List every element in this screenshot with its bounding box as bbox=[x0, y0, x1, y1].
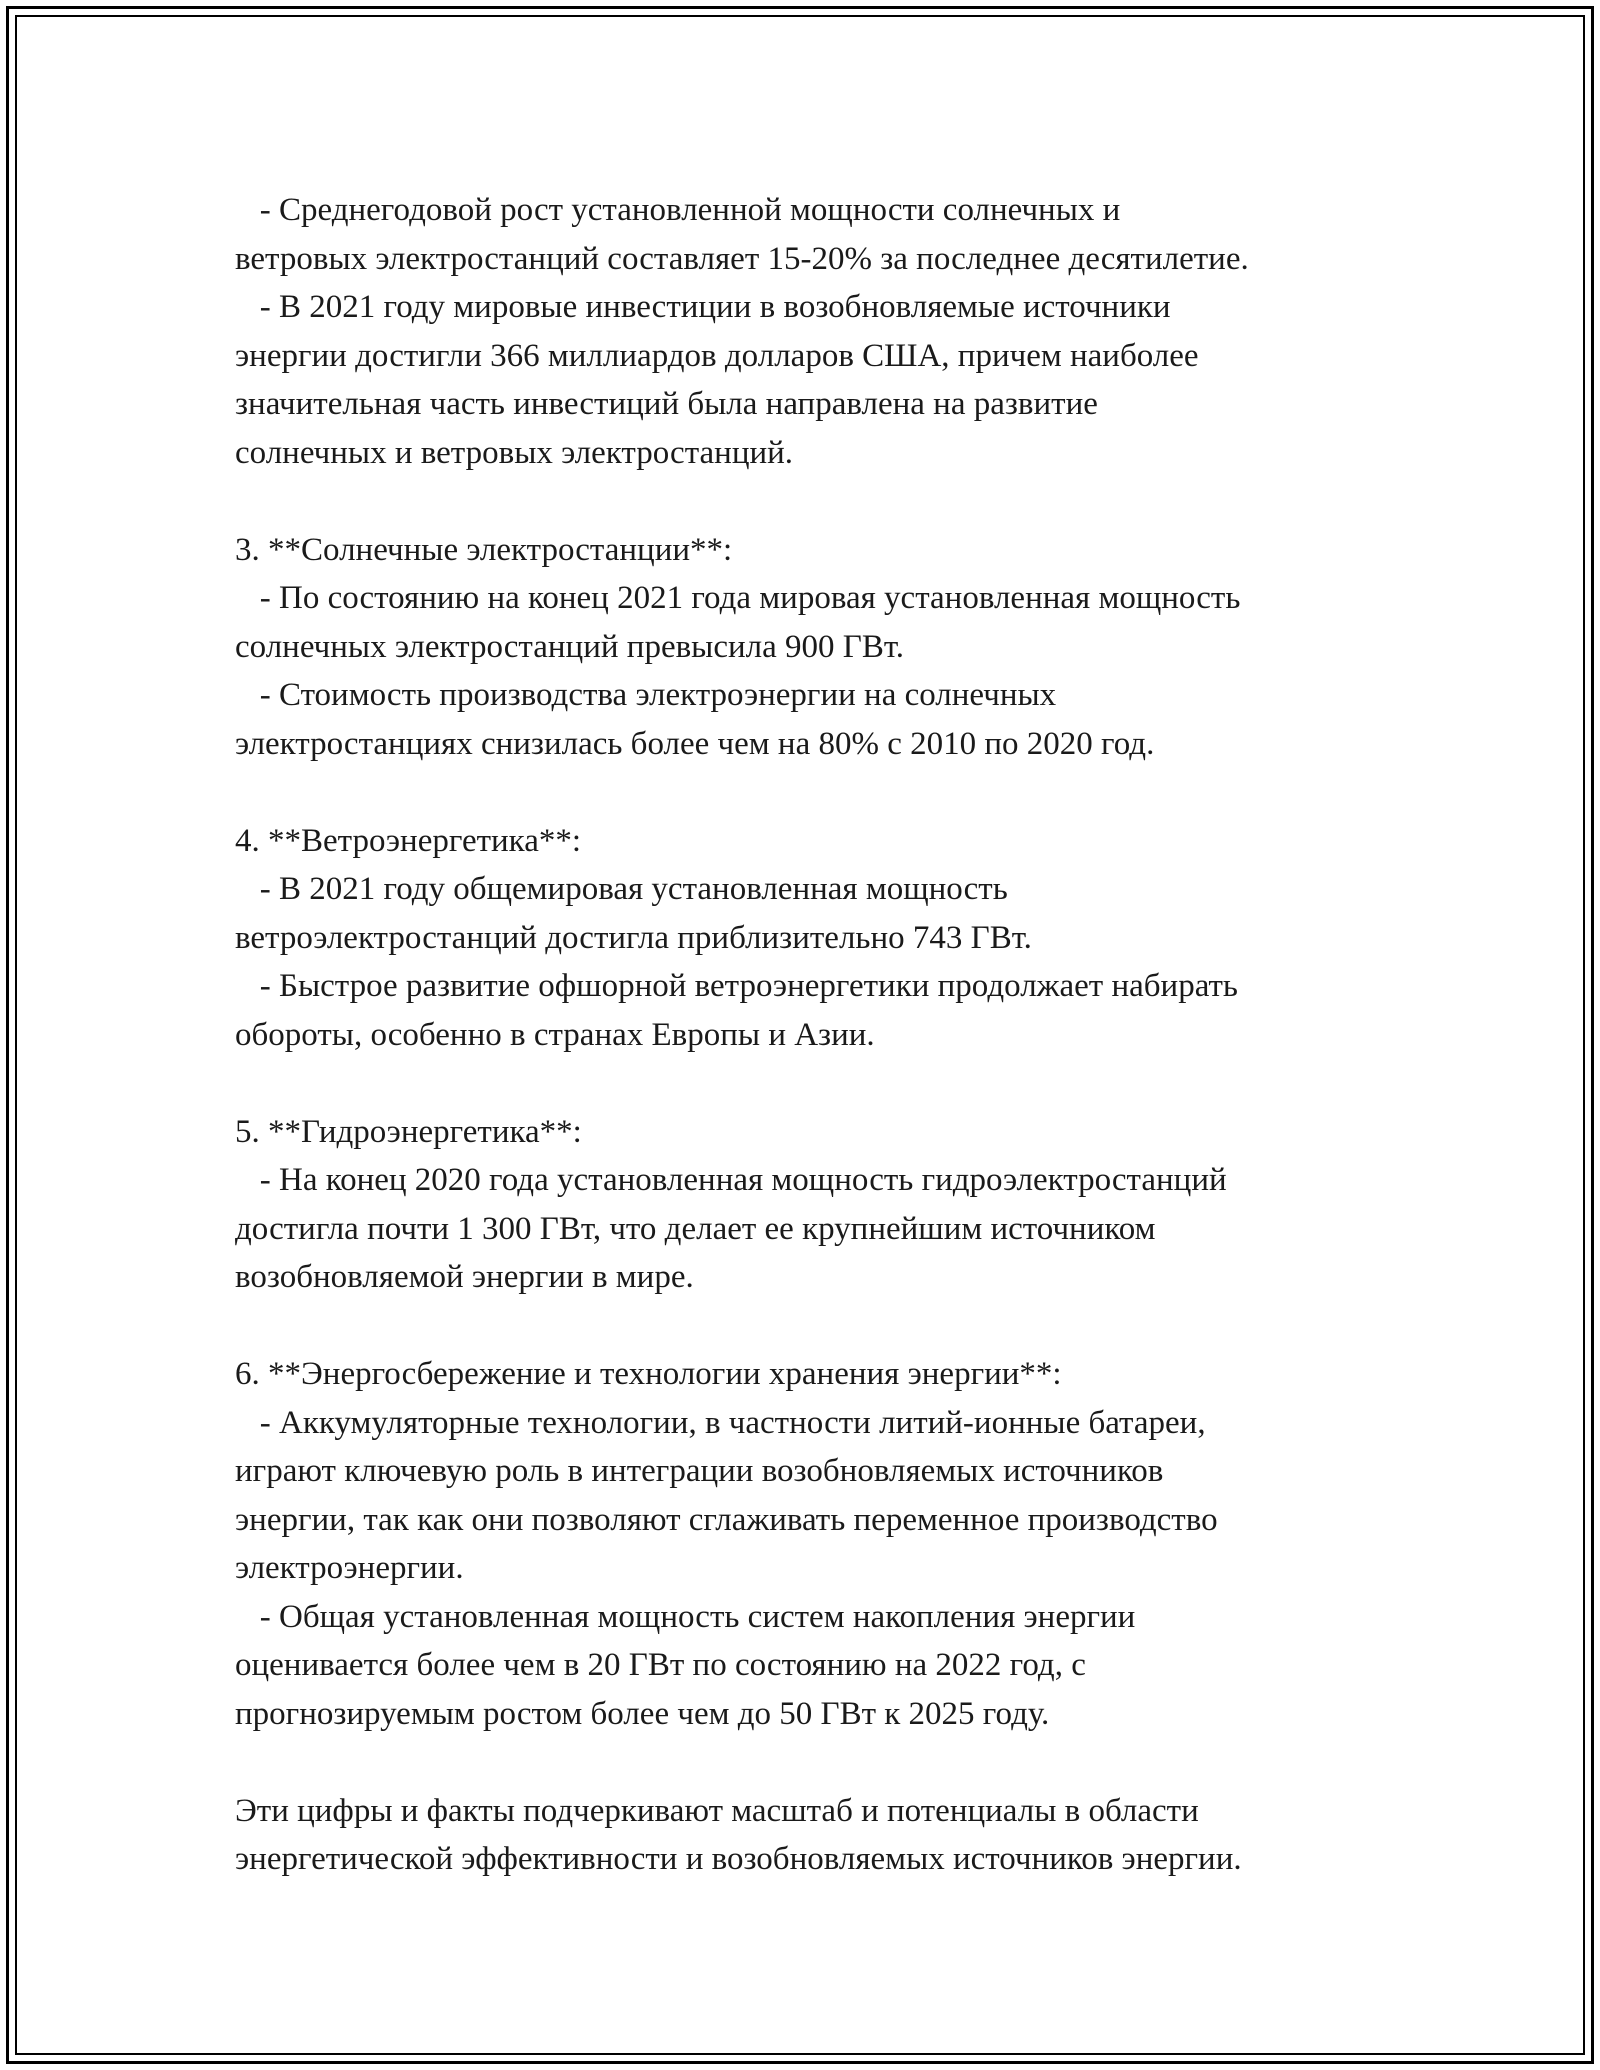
text-line: играют ключевую роль в интеграции возобновляемых источников bbox=[235, 1453, 1164, 1489]
blank-line bbox=[235, 477, 1435, 526]
section-heading: 3. **Солнечные электростанции**: bbox=[235, 531, 733, 568]
text-line: - В 2021 году мировые инвестиции в возобновляемые источники bbox=[235, 289, 1171, 325]
text-line: прогнозируемым ростом более чем до 50 ГВт к 2025 году. bbox=[235, 1695, 1050, 1732]
section-heading: 6. **Энергосбережение и технологии хранения энергии**: bbox=[235, 1356, 1062, 1392]
text-line: электростанциях снизилась более чем на 80% с 2010 по 2020 год. bbox=[235, 725, 1155, 762]
text-line: солнечных электростанций превысила 900 ГВт. bbox=[235, 628, 905, 665]
text-line: электроэнергии. bbox=[235, 1550, 464, 1586]
text-line: - Общая установленная мощность систем накопления энергии bbox=[235, 1598, 1136, 1635]
text-line: значительная часть инвестиций была направлена на развитие bbox=[235, 386, 1098, 422]
text-line: - На конец 2020 года установленная мощность гидроэлектростанций bbox=[235, 1162, 1227, 1198]
text-line: - Стоимость производства электроэнергии на солнечных bbox=[235, 677, 1057, 713]
section-heading: 4. **Ветроэнергетика**: bbox=[235, 822, 582, 859]
text-line: ветровых электростанций составляет 15-20% за последнее десятилетие. bbox=[235, 240, 1249, 277]
text-line: оценивается более чем в 20 ГВт по состоянию на 2022 год, с bbox=[235, 1647, 1086, 1683]
text-line: энергии достигли 366 миллиардов долларов США, причем наиболее bbox=[235, 337, 1199, 374]
text-line: - В 2021 году общемировая установленная мощность bbox=[235, 871, 1008, 907]
document-body bbox=[235, 186, 1435, 1884]
text-line: энергии, так как они позволяют сглаживать переменное производство bbox=[235, 1501, 1218, 1538]
conclusion-line: энергетической эффективности и возобновляемых источников энергии. bbox=[235, 1841, 1242, 1877]
blank-line bbox=[235, 1738, 1435, 1787]
conclusion-line: Эти цифры и факты подчеркивают масштаб и потенциалы в области bbox=[235, 1792, 1199, 1829]
text-line: - Аккумуляторные технологии, в частности литий-ионные батареи, bbox=[235, 1404, 1206, 1441]
section-heading: 5. **Гидроэнергетика**: bbox=[235, 1113, 582, 1150]
blank-line bbox=[235, 1059, 1435, 1108]
text-line: обороты, особенно в странах Европы и Азии. bbox=[235, 1016, 875, 1053]
text-line: возобновляемой энергии в мире. bbox=[235, 1259, 694, 1295]
text-line: солнечных и ветровых электростанций. bbox=[235, 434, 794, 471]
text-line: - По состоянию на конец 2021 года мировая установленная мощность bbox=[235, 580, 1241, 616]
blank-line bbox=[235, 768, 1435, 817]
text-line: - Быстрое развитие офшорной ветроэнергетики продолжает набирать bbox=[235, 968, 1238, 1004]
blank-line bbox=[235, 1302, 1435, 1351]
text-line: достигла почти 1 300 ГВт, что делает ее крупнейшим источником bbox=[235, 1210, 1156, 1247]
text-line: ветроэлектростанций достигла приблизительно 743 ГВт. bbox=[235, 919, 1032, 956]
text-line: - Среднегодовой рост установленной мощности солнечных и bbox=[235, 192, 1121, 228]
